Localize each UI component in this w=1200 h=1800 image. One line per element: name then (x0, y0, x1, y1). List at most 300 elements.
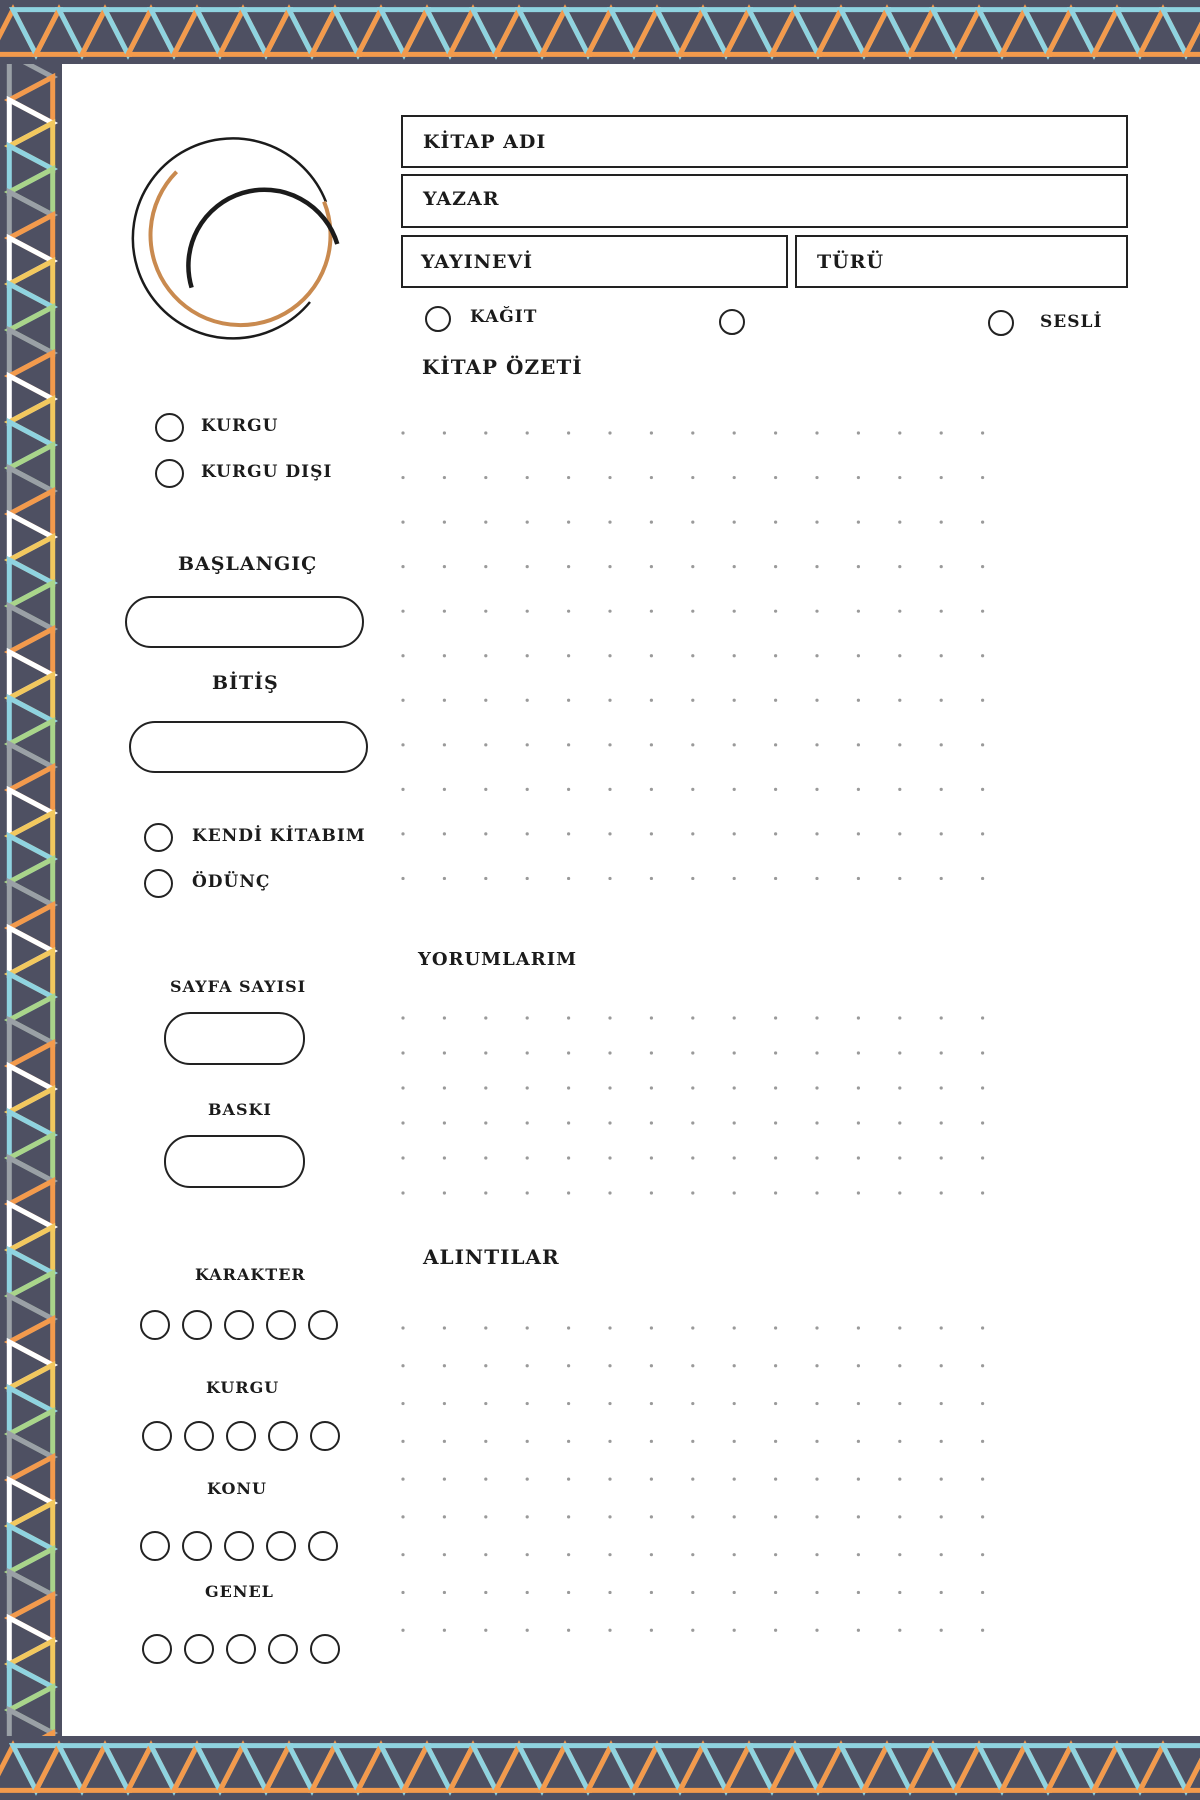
rating-circle[interactable] (140, 1310, 170, 1340)
border-triangle (910, 10, 956, 55)
border-triangle (9, 606, 52, 652)
border-triangle (9, 1204, 52, 1250)
grid-dot (567, 743, 570, 746)
border-triangle (9, 146, 52, 192)
grid-dot (733, 431, 736, 434)
border-triangle (9, 1687, 52, 1733)
grid-dot (608, 832, 611, 835)
grid-dot (567, 1051, 570, 1054)
grid-dot (774, 1515, 777, 1518)
border-triangle (36, 10, 82, 55)
border-triangle (1186, 10, 1200, 55)
grid-dot (567, 1156, 570, 1159)
grid-dot (608, 1553, 611, 1556)
grid-dot (981, 1629, 984, 1632)
grid-dot (567, 877, 570, 880)
grid-dot (691, 1364, 694, 1367)
grid-dot (857, 520, 860, 523)
grid-dot (774, 1440, 777, 1443)
grid-dot (608, 1591, 611, 1594)
grid-dot (815, 1629, 818, 1632)
border-triangle (703, 1746, 749, 1791)
grid-dot (774, 654, 777, 657)
border-triangle (450, 10, 496, 55)
rating-circle[interactable] (308, 1531, 338, 1561)
border-triangle (36, 1746, 82, 1791)
border-triangle (9, 1664, 52, 1710)
grid-dot (443, 1086, 446, 1089)
rating-circle[interactable] (142, 1421, 172, 1451)
grid-dot (567, 1553, 570, 1556)
grid-dot (815, 610, 818, 613)
border-triangle (289, 10, 335, 55)
grid-dot (526, 1478, 529, 1481)
grid-dot (401, 1191, 404, 1194)
grid-dot (981, 1051, 984, 1054)
border-triangle (220, 10, 266, 55)
border-triangle (1071, 10, 1117, 55)
grid-dot (981, 1121, 984, 1124)
border-triangle (9, 1526, 52, 1572)
border-triangle (9, 514, 52, 560)
border-triangle (9, 238, 52, 284)
grid-dot (691, 1553, 694, 1556)
grid-dot (815, 877, 818, 880)
grid-dot (815, 699, 818, 702)
grid-dot (608, 743, 611, 746)
border-triangle (9, 1158, 52, 1204)
border-triangle (13, 1746, 59, 1791)
grid-dot (650, 1191, 653, 1194)
book-title-field[interactable] (401, 115, 1128, 168)
grid-dot (401, 1553, 404, 1556)
border-triangle (9, 1020, 52, 1066)
border-triangle (9, 790, 52, 836)
border-triangle (9, 192, 52, 238)
grid-dot (898, 832, 901, 835)
grid-dot (526, 1553, 529, 1556)
border-triangle (381, 1746, 427, 1791)
grid-dot (608, 1156, 611, 1159)
border-triangle (726, 10, 772, 55)
grid-dot (443, 832, 446, 835)
grid-dot (857, 565, 860, 568)
grid-dot (608, 1191, 611, 1194)
border-triangle (151, 1746, 197, 1791)
grid-dot (443, 1016, 446, 1019)
grid-dot (815, 1402, 818, 1405)
grid-dot (940, 1629, 943, 1632)
rating-circle[interactable] (268, 1634, 298, 1664)
border-triangle (335, 1746, 381, 1791)
grid-dot (484, 1326, 487, 1329)
grid-dot (815, 1121, 818, 1124)
border-triangle (59, 1746, 105, 1791)
grid-dot (898, 1440, 901, 1443)
summary-title: KİTAP ÖZETİ (422, 355, 583, 379)
grid-dot (774, 610, 777, 613)
border-triangle (9, 1342, 52, 1388)
border-triangle (795, 1746, 841, 1791)
ebook-radio[interactable] (719, 309, 745, 335)
border-triangle (105, 10, 151, 55)
rating-circle[interactable] (266, 1531, 296, 1561)
grid-dot (650, 1051, 653, 1054)
grid-dot (526, 699, 529, 702)
border-triangle (289, 1746, 335, 1791)
border-triangle (956, 1746, 1002, 1791)
rating-circle[interactable] (140, 1531, 170, 1561)
grid-dot (857, 431, 860, 434)
border-triangle (680, 1746, 726, 1791)
border-triangle (9, 1388, 52, 1434)
border-triangle (979, 10, 1025, 55)
grid-dot (898, 476, 901, 479)
border-triangle (887, 10, 933, 55)
border-triangle (9, 1457, 52, 1503)
grid-dot (650, 1016, 653, 1019)
border-triangle (611, 10, 657, 55)
border-triangle (312, 10, 358, 55)
rating-circle[interactable] (226, 1421, 256, 1451)
border-triangle (657, 10, 703, 55)
fiction-radio[interactable] (155, 413, 184, 442)
grid-dot (774, 520, 777, 523)
own-book-radio[interactable] (144, 823, 173, 852)
publisher-field[interactable] (401, 235, 788, 288)
border-triangle (1002, 10, 1048, 55)
grid-dot (733, 476, 736, 479)
grid-dot (443, 1478, 446, 1481)
grid-dot (774, 1326, 777, 1329)
grid-dot (401, 1478, 404, 1481)
grid-dot (484, 1191, 487, 1194)
grid-dot (940, 610, 943, 613)
grid-dot (940, 1326, 943, 1329)
border-triangle (680, 10, 726, 55)
border-triangle (9, 353, 52, 399)
grid-dot (526, 431, 529, 434)
grid-dot (443, 1515, 446, 1518)
grid-dot (898, 520, 901, 523)
grid-dot (857, 1591, 860, 1594)
grid-dot (981, 877, 984, 880)
border-triangle (1048, 1746, 1094, 1791)
edition-label: BASKI (208, 1100, 272, 1119)
grid-dot (484, 743, 487, 746)
grid-dot (733, 1326, 736, 1329)
border-triangle (496, 1746, 542, 1791)
grid-dot (733, 743, 736, 746)
grid-dot (401, 476, 404, 479)
grid-dot (484, 1016, 487, 1019)
grid-dot (815, 1156, 818, 1159)
border-triangle (174, 10, 220, 55)
quotes-dot-grid[interactable] (400, 1325, 1120, 1665)
border-triangle (749, 1746, 795, 1791)
grid-dot (981, 565, 984, 568)
grid-dot (526, 1156, 529, 1159)
border-triangle (9, 1319, 52, 1365)
border-triangle (1094, 10, 1140, 55)
grid-dot (815, 1591, 818, 1594)
grid-dot (650, 788, 653, 791)
border-triangle (9, 1296, 52, 1342)
comments-title: YORUMLARIM (418, 949, 578, 970)
grid-dot (484, 431, 487, 434)
author-field[interactable] (401, 174, 1128, 228)
grid-dot (898, 743, 901, 746)
border-triangle (9, 1227, 52, 1273)
border-triangle (933, 10, 979, 55)
border-triangle (1163, 1746, 1200, 1791)
border-triangle (151, 10, 197, 55)
rating-circle[interactable] (308, 1310, 338, 1340)
border-triangle (9, 629, 52, 675)
border-triangle (611, 1746, 657, 1791)
border-triangle (818, 1746, 864, 1791)
page-count-label: SAYFA SAYISI (170, 977, 307, 996)
grid-dot (981, 654, 984, 657)
grid-dot (733, 1515, 736, 1518)
publisher-label: YAYINEVİ (421, 251, 534, 273)
grid-dot (940, 1191, 943, 1194)
grid-dot (484, 565, 487, 568)
grid-dot (484, 877, 487, 880)
end-date-field[interactable] (129, 721, 368, 773)
grid-dot (774, 1364, 777, 1367)
grid-dot (940, 565, 943, 568)
grid-dot (691, 520, 694, 523)
grid-dot (940, 1478, 943, 1481)
border-triangle (473, 10, 519, 55)
grid-dot (608, 1086, 611, 1089)
grid-dot (857, 1121, 860, 1124)
grid-dot (443, 1051, 446, 1054)
rating-circle[interactable] (268, 1421, 298, 1451)
grid-dot (650, 520, 653, 523)
border-triangle (9, 928, 52, 974)
grid-dot (484, 610, 487, 613)
grid-dot (691, 1051, 694, 1054)
grid-dot (567, 1364, 570, 1367)
border-triangle (9, 836, 52, 882)
grid-dot (981, 1440, 984, 1443)
grid-dot (940, 1086, 943, 1089)
border-triangle (772, 10, 818, 55)
grid-dot (484, 1086, 487, 1089)
comments-dot-grid[interactable] (400, 1015, 1120, 1225)
border-triangle (473, 1746, 519, 1791)
grid-dot (443, 1402, 446, 1405)
grid-dot (691, 431, 694, 434)
border-triangle (795, 10, 841, 55)
border-triangle (1117, 1746, 1163, 1791)
grid-dot (401, 1591, 404, 1594)
grid-dot (691, 832, 694, 835)
grid-dot (857, 788, 860, 791)
grid-dot (815, 1515, 818, 1518)
grid-dot (733, 832, 736, 835)
page-count-field[interactable] (164, 1012, 305, 1065)
grid-dot (650, 877, 653, 880)
grid-dot (650, 743, 653, 746)
grid-dot (484, 699, 487, 702)
grid-dot (484, 1156, 487, 1159)
border-triangle (9, 813, 52, 859)
grid-dot (691, 1121, 694, 1124)
grid-dot (857, 1364, 860, 1367)
grid-dot (898, 1156, 901, 1159)
border-triangle (9, 169, 52, 215)
border-triangle (9, 951, 52, 997)
audio-radio[interactable] (988, 310, 1014, 336)
decorative-rings-icon (128, 122, 348, 342)
genre-field[interactable] (795, 235, 1128, 288)
border-triangle (404, 1746, 450, 1791)
border-triangle (634, 10, 680, 55)
border-triangle (266, 10, 312, 55)
border-triangle (9, 698, 52, 744)
grid-dot (650, 1478, 653, 1481)
grid-dot (733, 1553, 736, 1556)
grid-dot (774, 1191, 777, 1194)
start-date-field[interactable] (125, 596, 364, 648)
grid-dot (443, 1553, 446, 1556)
border-triangle (9, 468, 52, 514)
grid-dot (691, 1191, 694, 1194)
grid-dot (401, 431, 404, 434)
grid-dot (733, 1121, 736, 1124)
border-triangle (9, 767, 52, 813)
border-triangle (9, 422, 52, 468)
rating-circle[interactable] (182, 1310, 212, 1340)
border-triangle (887, 1746, 933, 1791)
grid-dot (691, 1591, 694, 1594)
grid-dot (774, 743, 777, 746)
border-triangle (128, 1746, 174, 1791)
rating-circle[interactable] (184, 1634, 214, 1664)
border-triangle (9, 376, 52, 422)
grid-dot (857, 1402, 860, 1405)
nonfiction-radio[interactable] (155, 459, 184, 488)
grid-dot (981, 1156, 984, 1159)
grid-dot (774, 476, 777, 479)
grid-dot (733, 1591, 736, 1594)
grid-dot (608, 520, 611, 523)
grid-dot (815, 1051, 818, 1054)
border-triangle (588, 10, 634, 55)
grid-dot (401, 565, 404, 568)
rating-circle[interactable] (310, 1634, 340, 1664)
grid-dot (940, 832, 943, 835)
border-triangle (9, 1181, 52, 1227)
grid-dot (981, 1402, 984, 1405)
own-book-label: KENDİ KİTABIM (192, 826, 366, 846)
border-triangle (9, 1089, 52, 1135)
border-triangle (9, 537, 52, 583)
border-triangle (9, 1549, 52, 1595)
grid-dot (981, 1016, 984, 1019)
grid-dot (691, 654, 694, 657)
grid-dot (857, 1553, 860, 1556)
border-triangle (197, 1746, 243, 1791)
grid-dot (981, 788, 984, 791)
grid-dot (774, 1478, 777, 1481)
grid-dot (774, 1086, 777, 1089)
grid-dot (608, 565, 611, 568)
rating-circle[interactable] (224, 1531, 254, 1561)
grid-dot (898, 1515, 901, 1518)
border-triangle (9, 215, 52, 261)
grid-dot (733, 1051, 736, 1054)
border-triangle (1048, 10, 1094, 55)
grid-dot (608, 1121, 611, 1124)
grid-dot (526, 1051, 529, 1054)
grid-dot (484, 1515, 487, 1518)
border-triangle (841, 1746, 887, 1791)
grid-dot (526, 877, 529, 880)
grid-dot (733, 1440, 736, 1443)
border-triangle (9, 1572, 52, 1618)
start-date-label: BAŞLANGIÇ (178, 553, 318, 575)
author-label: YAZAR (423, 188, 500, 210)
grid-dot (567, 1086, 570, 1089)
border-triangle (1163, 10, 1200, 55)
grid-dot (898, 788, 901, 791)
border-triangle (9, 1733, 52, 1736)
grid-dot (733, 699, 736, 702)
grid-dot (733, 788, 736, 791)
border-triangle (956, 10, 1002, 55)
edition-field[interactable] (164, 1135, 305, 1188)
rating-circle[interactable] (310, 1421, 340, 1451)
grid-dot (857, 743, 860, 746)
nonfiction-label: KURGU DIŞI (201, 462, 333, 482)
border-triangle (9, 123, 52, 169)
rating-circle[interactable] (224, 1310, 254, 1340)
rating-circle[interactable] (226, 1634, 256, 1664)
border-triangle (634, 1746, 680, 1791)
rating-circle[interactable] (142, 1634, 172, 1664)
grid-dot (608, 476, 611, 479)
rating-circle[interactable] (182, 1531, 212, 1561)
grid-dot (443, 1121, 446, 1124)
grid-dot (774, 699, 777, 702)
summary-dot-grid[interactable] (400, 430, 1120, 920)
grid-dot (940, 654, 943, 657)
grid-dot (401, 654, 404, 657)
grid-dot (650, 1591, 653, 1594)
grid-dot (733, 1629, 736, 1632)
rating-circle[interactable] (266, 1310, 296, 1340)
grid-dot (691, 877, 694, 880)
grid-dot (526, 1121, 529, 1124)
grid-dot (650, 476, 653, 479)
grid-dot (608, 1051, 611, 1054)
grid-dot (691, 1326, 694, 1329)
grid-dot (443, 1364, 446, 1367)
grid-dot (940, 1016, 943, 1019)
border-triangle (404, 10, 450, 55)
border-triangle (519, 1746, 565, 1791)
borrowed-radio[interactable] (144, 869, 173, 898)
paper-radio[interactable] (425, 306, 451, 332)
border-triangle (9, 882, 52, 928)
grid-dot (774, 1629, 777, 1632)
rating-circle[interactable] (184, 1421, 214, 1451)
grid-dot (815, 788, 818, 791)
